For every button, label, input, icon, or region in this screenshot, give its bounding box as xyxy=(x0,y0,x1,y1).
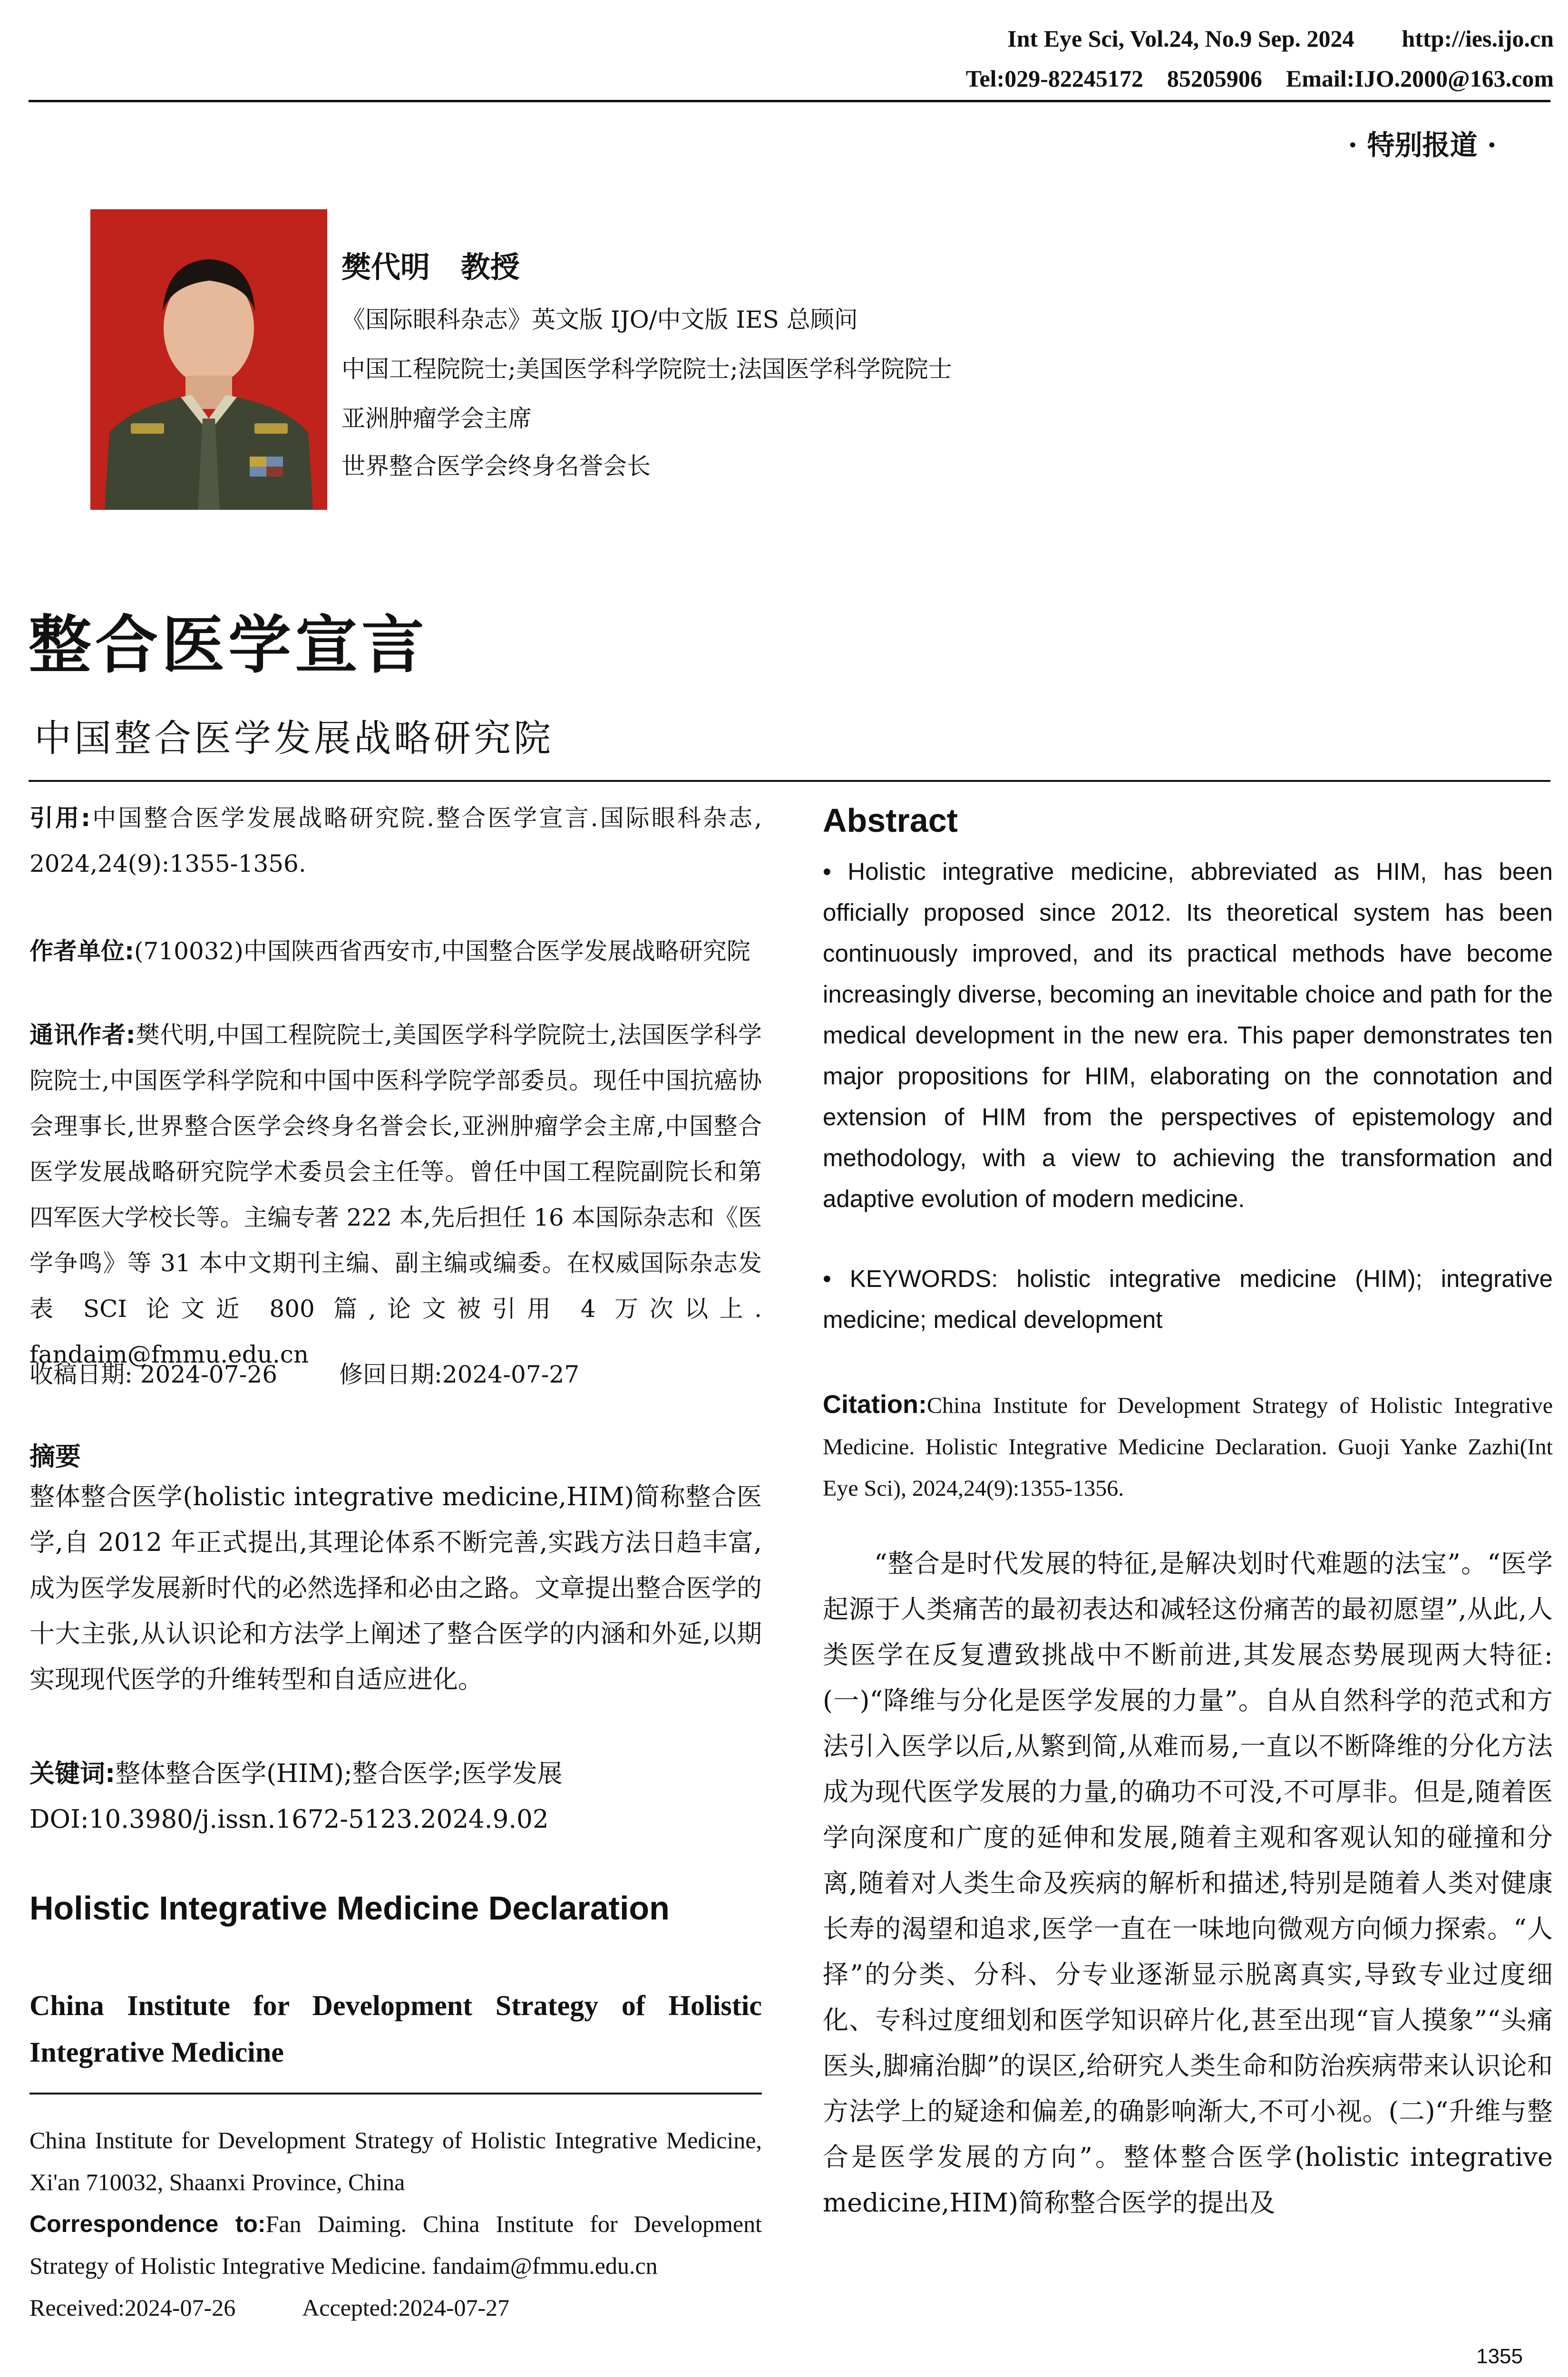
keywords-en: • KEYWORDS: holistic integrative medicine (HIM); integrative medicine; medical development xyxy=(823,1265,1553,1333)
author-name: 樊代明 教授 xyxy=(341,250,520,284)
unit-label: 作者单位: xyxy=(29,937,134,965)
article-title: 整合医学宣言 xyxy=(29,609,428,682)
author-role: 《国际眼科杂志》英文版 IJO/中文版 IES 总顾问 xyxy=(341,306,858,333)
english-accepted: Accepted:2024-07-27 xyxy=(302,2294,510,2321)
author-role: 中国工程院院士;美国医学科学院院士;法国医学科学院院士 xyxy=(341,355,952,383)
abstract-text-cn: 整体整合医学(holistic integrative medicine,HIM)简称整合医学,自 2012 年正式提出,其理论体系不断完善,实践方法日趋丰富,成为医学发展新时代的必然选择和必由之路。文章提出整合医学的十大主张,从认识论和方法学上阐述了整合医学的内涵和外延,以期实现现代医学的升维转型和自适应进化。 xyxy=(29,1482,762,1694)
chinese-citation xyxy=(29,795,762,887)
body-paragraph: “整合是时代发展的特征,是解决划时代难题的法宝”。“医学起源于人类痛苦的最初表达和减轻这份痛苦的最初愿望”,从此,人类医学在反复遭致挑战中不断前进,其发展态势展现两大特征:(一)“降维与分化是医学发展的力量”。自从自然科学的范式和方法引入医学以后,从繁到简,从难而易,一直以不断降维的分化方法成为现代医学发展的力量,的确功不可没,不可厚非。但是,随着医学向深度和广度的延伸和发展,随着主观和客观认知的碰撞和分离,随着对人类生命及疾病的解析和描述,特别是随着人类对健康长寿的渴望和追求,医学一直在一味地向微观方向倾力探索。“人择”的分类、分科、分专业逐渐显示脱离真实,导致专业过度细化、专科过度细划和医学知识碎片化,甚至出现“盲人摸象”“头痛医头,脚痛治脚”的误区,给研究人类生命和防治疾病带来认识论和方法学上的疑途和偏差,的确影响渐大,不可小视。(二)“升维与整合是医学发展的方向”。整体整合医学(holistic integrative medicine,HIM)简称整合医学的提出及 xyxy=(823,1549,1553,2218)
keywords-text: 整体整合医学(HIM);整合医学;医学发展 xyxy=(115,1759,563,1788)
english-received: Received:2024-07-26 xyxy=(29,2294,236,2321)
correspondence-label: Correspondence to: xyxy=(29,2211,266,2237)
author-role: 亚洲肿瘤学会主席 xyxy=(341,405,532,432)
english-citation-label: Citation: xyxy=(823,1390,927,1419)
english-organization: China Institute for Development Strategy of Holistic Integrative Medicine xyxy=(29,1990,762,2068)
author-role: 世界整合医学会终身名誉会长 xyxy=(341,452,651,480)
contact-info-line: Tel:029-82245172 85205906 Email:IJO.2000@163.com xyxy=(965,65,1554,92)
keywords-cn xyxy=(29,1751,762,1797)
abstract-heading-cn: 摘要 xyxy=(29,1442,81,1471)
section-label: · 特别报道 · xyxy=(1348,129,1497,161)
affiliation-rule xyxy=(29,2093,762,2094)
unit-text: (710032)中国陕西省西安市,中国整合医学发展战略研究院 xyxy=(134,937,750,965)
citation-text: 中国整合医学发展战略研究院.整合医学宣言.国际眼科杂志, 2024,24(9):1355-1356. xyxy=(29,804,762,877)
english-correspondence xyxy=(29,2203,762,2287)
corr-text: 樊代明,中国工程院院士,美国医学科学院院士,法国医学科学院院士,中国医学科学院和中国中医科学院学部委员。现任中国抗癌协会理事长,世界整合医学会终身名誉会长,亚洲肿瘤学会主席,中国整合医学发展战略研究院学术委员会主任等。曾任中国工程院副院长和第四军医大学校长等。主编专著 222 本,先后担任 16 本国际杂志和《医学争鸣》等 31 本中文期刊主编、副主编或编委。在权威国际杂志发表 SCI 论文近 800 篇,论文被引用 4 万次以上. fandaim@fmmu.edu.cn xyxy=(29,1021,762,1368)
english-affiliation: China Institute for Development Strategy of Holistic Integrative Medicine, Xi'an 710032, Shaanxi Province, China xyxy=(29,2127,762,2195)
corresponding-author xyxy=(29,1012,762,1377)
author-photo xyxy=(90,209,327,510)
doi: DOI:10.3980/j.issn.1672-5123.2024.9.02 xyxy=(29,1805,549,1834)
title-rule xyxy=(29,780,1550,782)
article-organization: 中国整合医学发展战略研究院 xyxy=(34,717,554,760)
english-citation-text: China Institute for Development Strategy of Holistic Integrative Medicine. Holistic Integrative Medicine Declaration. Guoji Yanke Zazhi(Int Eye Sci), 2024,24(9):1355-1356. xyxy=(823,1393,1553,1501)
corr-label: 通讯作者: xyxy=(29,1021,136,1049)
journal-info-line: Int Eye Sci, Vol.24, No.9 Sep. 2024 http://ies.ijo.cn xyxy=(1007,25,1554,52)
keywords-label: 关键词: xyxy=(29,1759,116,1788)
english-title: Holistic Integrative Medicine Declaration xyxy=(29,1890,670,1927)
abstract-title: Abstract xyxy=(823,802,958,839)
dates-line xyxy=(29,1352,762,1397)
correspondence-text: Fan Daiming. China Institute for Development Strategy of Holistic Integrative Medicine. fandaim@fmmu.edu.cn xyxy=(29,2211,762,2279)
received-date: 收稿日期: 2024-07-26 xyxy=(29,1361,278,1388)
page-number: 1355 xyxy=(1476,2345,1523,2368)
header-rule xyxy=(29,100,1550,102)
author-unit xyxy=(29,928,762,974)
abstract-text-en: • Holistic integrative medicine, abbreviated as HIM, has been officially proposed since 2012. Its theoretical system has been continuously improved, and its practical methods have become increasingly diverse, becoming an inevitable choice and path for the medical development in the new era. This paper demonstrates ten major propositions for HIM, elaborating on the connotation and extension of HIM from the perspectives of epistemology and methodology, with a view to achieving the transformation and adaptive evolution of modern medicine. xyxy=(823,858,1553,1212)
english-dates xyxy=(29,2287,762,2328)
citation-label: 引用: xyxy=(29,804,91,832)
revised-date: 修回日期:2024-07-27 xyxy=(339,1361,580,1388)
english-citation xyxy=(823,1384,1553,1509)
